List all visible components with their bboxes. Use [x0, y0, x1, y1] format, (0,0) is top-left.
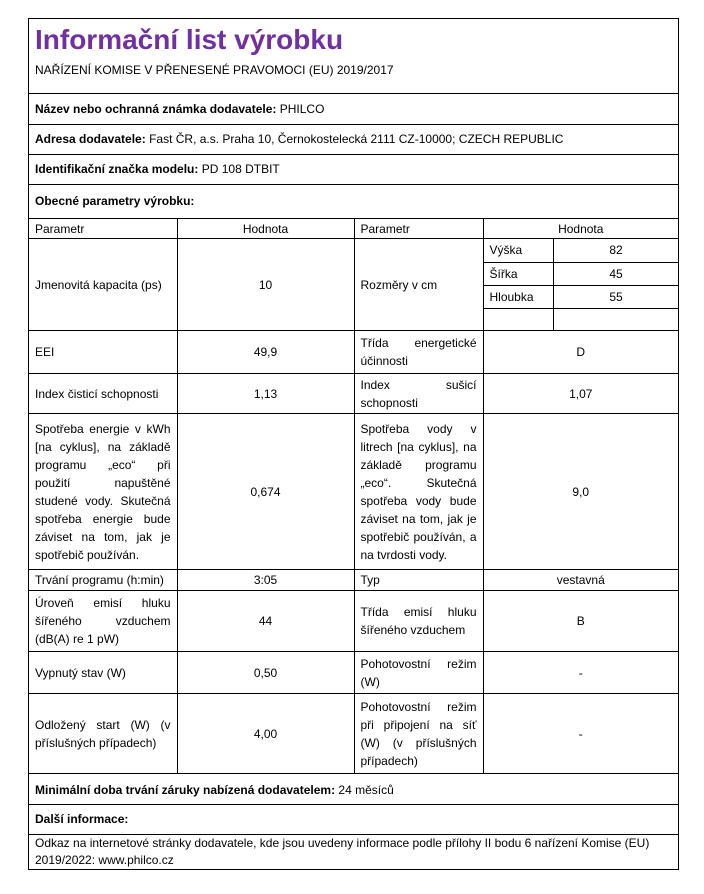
general-params-label: Obecné parametry výrobku: — [35, 194, 195, 208]
parameters-table — [29, 218, 678, 774]
duration-label: Trvání programu (h:min) — [29, 570, 177, 591]
capacity-label: Jmenovitá kapacita (ps) — [29, 239, 177, 331]
model-row — [29, 155, 678, 185]
noise-level-label: Úroveň emisí hluku šířeného vzduchem (dB(A) re 1 pW) — [29, 591, 177, 652]
noise-level-value: 44 — [177, 591, 354, 652]
warranty-row — [29, 777, 678, 805]
page-title: Informační list výrobku — [35, 24, 344, 55]
dimensions-table — [484, 239, 679, 330]
off-mode-value: 0,50 — [177, 652, 354, 694]
warranty-value: 24 měsíců — [338, 783, 394, 797]
table-row — [29, 331, 678, 374]
dimensions-cell — [483, 239, 678, 331]
noise-class-value: B — [483, 591, 678, 652]
more-info-label: Další informace: — [35, 812, 129, 826]
supplier-website-link[interactable]: www.philco.cz — [98, 853, 174, 867]
capacity-value: 10 — [177, 239, 354, 331]
supplier-address-label: Adresa dodavatele: — [35, 132, 146, 146]
height-value: 82 — [554, 239, 679, 262]
regulation-text: NAŘÍZENÍ KOMISE V PŘENESENÉ PRAVOMOCI (EU) 2019/2017 — [35, 63, 394, 77]
table-row — [29, 374, 678, 414]
height-label: Výška — [484, 239, 554, 262]
delay-start-label: Odložený start (W) (v příslušných případech) — [29, 694, 177, 774]
supplier-name-label: Název nebo ochranná známka dodavatele: — [35, 102, 277, 116]
dimensions-label: Rozměry v cm — [354, 239, 483, 331]
drying-index-label: Index sušicí schopnosti — [354, 374, 483, 414]
header-section — [29, 19, 678, 94]
energy-consumption-value: 0,674 — [177, 414, 354, 570]
cleaning-index-label: Index čisticí schopnosti — [29, 374, 177, 414]
width-value: 45 — [554, 262, 679, 285]
product-information-sheet — [28, 18, 679, 870]
off-mode-label: Vypnutý stav (W) — [29, 652, 177, 694]
energy-class-value: D — [483, 331, 678, 374]
table-header-row — [29, 219, 678, 239]
cleaning-index-value: 1,13 — [177, 374, 354, 414]
drying-index-value: 1,07 — [483, 374, 678, 414]
depth-label: Hloubka — [484, 285, 554, 308]
duration-value: 3:05 — [177, 570, 354, 591]
table-row — [29, 570, 678, 591]
column-header-value: Hodnota — [177, 219, 354, 239]
water-consumption-value: 9,0 — [483, 414, 678, 570]
link-row — [29, 835, 678, 869]
standby-label: Pohotovostní režim (W) — [354, 652, 483, 694]
table-row — [29, 414, 678, 570]
depth-value: 55 — [554, 285, 679, 308]
noise-class-label: Třída emisí hluku šířeného vzduchem — [354, 591, 483, 652]
supplier-address-row — [29, 125, 678, 155]
eei-value: 49,9 — [177, 331, 354, 374]
energy-consumption-label: Spotřeba energie v kWh [na cyklus], na základě programu „eco“ při použití napuštěné studené vody. Skutečná spotřeba energie bude záviset na tom, jak je spotřebič používán. — [29, 414, 177, 570]
type-value: vestavná — [483, 570, 678, 591]
table-row — [29, 591, 678, 652]
dimensions-spacer-2 — [554, 308, 679, 330]
more-info-row — [29, 805, 678, 835]
energy-class-label: Třída energetické účinnosti — [354, 331, 483, 374]
standby-value: - — [483, 652, 678, 694]
network-standby-label: Pohotovostní režim při připojení na síť (W) (v příslušných případech) — [354, 694, 483, 774]
column-header-param-2: Parametr — [354, 219, 483, 239]
column-header-param: Parametr — [29, 219, 177, 239]
table-row — [29, 239, 678, 331]
dimensions-spacer — [484, 308, 554, 330]
water-consumption-label: Spotřeba vody v litrech [na cyklus], na základě programu „eco“. Skutečná spotřeba vody bude záviset na tom, jak je spotřebič používán, a na tvrdosti vody. — [354, 414, 483, 570]
network-standby-value: - — [483, 694, 678, 774]
table-row — [29, 652, 678, 694]
warranty-label: Minimální doba trvání záruky nabízená dodavatelem: — [35, 783, 336, 797]
supplier-name-row — [29, 94, 678, 125]
type-label: Typ — [354, 570, 483, 591]
link-text: Odkaz na internetové stránky dodavatele, kde jsou uvedeny informace podle přílohy II bodu 6 nařízení Komise (EU) 2019/2022: — [35, 836, 650, 867]
supplier-address-value: Fast ČR, a.s. Praha 10, Černokostelecká 2111 CZ-10000; CZECH REPUBLIC — [149, 132, 564, 146]
model-label: Identifikační značka modelu: — [35, 162, 199, 176]
eei-label: EEI — [29, 331, 177, 374]
width-label: Šířka — [484, 262, 554, 285]
table-row — [29, 694, 678, 774]
supplier-name-value: PHILCO — [279, 102, 325, 116]
general-params-row — [29, 185, 678, 218]
model-value: PD 108 DTBIT — [201, 162, 280, 176]
column-header-value-2: Hodnota — [483, 219, 678, 239]
delay-start-value: 4,00 — [177, 694, 354, 774]
